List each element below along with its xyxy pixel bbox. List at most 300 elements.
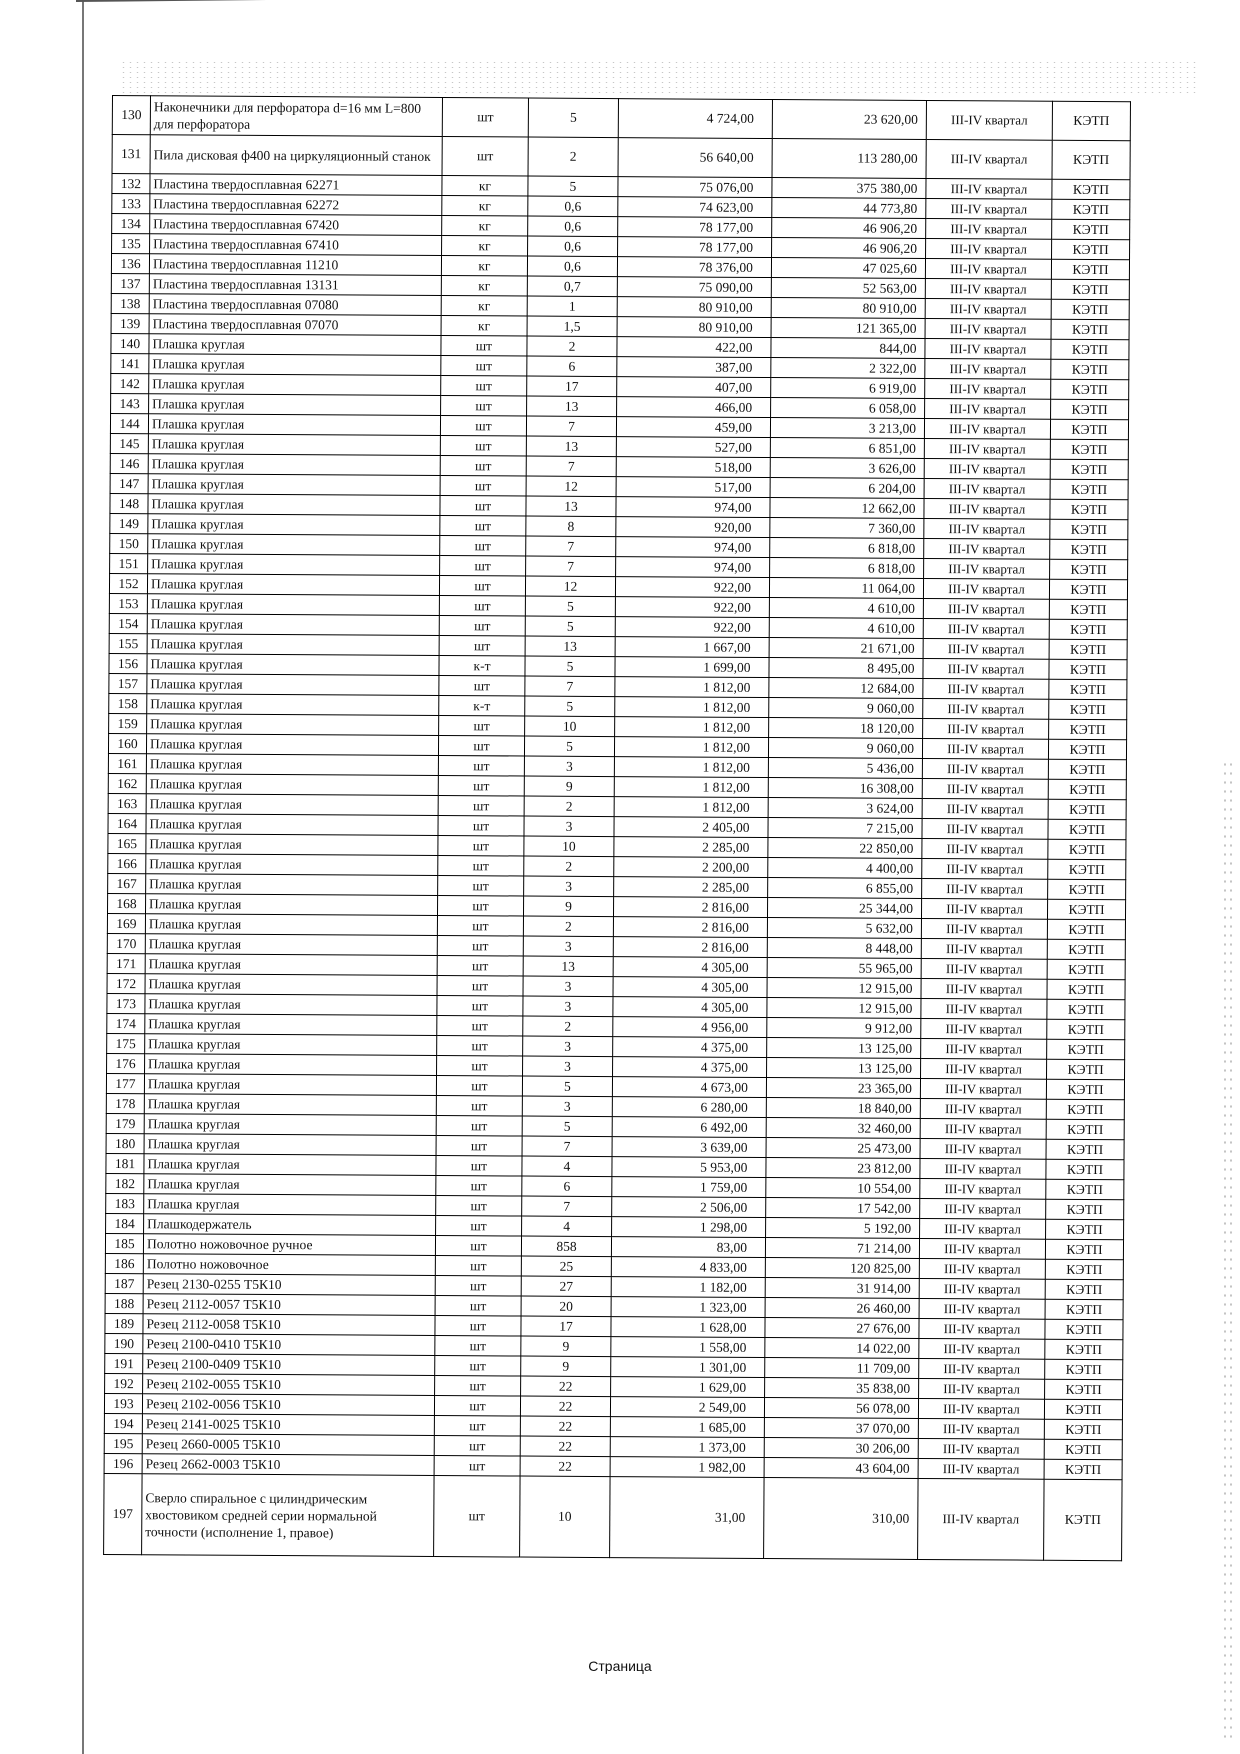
total-amount-cell: 113 280,00 [772,139,926,179]
unit-cell: шт [436,1215,522,1236]
item-name-cell: Резец 2100-0410 Т5К10 [143,1334,435,1356]
unit-price-cell: 80 910,00 [617,317,771,338]
organization-cell: КЭТП [1048,739,1126,759]
unit-cell: шт [437,1036,523,1057]
unit-cell: шт [434,1475,520,1557]
total-amount-cell: 21 671,00 [769,638,923,659]
quantity-cell: 17 [521,1316,611,1337]
row-number-cell: 194 [104,1413,142,1433]
organization-cell: КЭТП [1051,359,1129,379]
unit-cell: шт [437,1056,523,1077]
unit-price-cell: 1 812,00 [615,697,769,718]
delivery-period-cell: III-IV квартал [920,1218,1046,1239]
unit-cell: шт [441,336,527,357]
row-number-cell: 189 [105,1313,143,1333]
quantity-cell: 20 [521,1296,611,1317]
total-amount-cell: 46 906,20 [772,218,926,239]
unit-price-cell: 78 376,00 [617,257,771,278]
organization-cell: КЭТП [1051,379,1129,399]
unit-cell: шт [436,1135,522,1156]
organization-cell: КЭТП [1051,299,1129,319]
delivery-period-cell: III-IV квартал [923,658,1049,679]
total-amount-cell: 5 192,00 [766,1218,920,1239]
unit-price-cell: 4 833,00 [611,1257,765,1278]
unit-price-cell: 922,00 [615,617,769,638]
total-amount-cell: 25 473,00 [766,1138,920,1159]
quantity-cell: 9 [523,896,613,917]
delivery-period-cell: III-IV квартал [925,278,1051,299]
total-amount-cell: 18 120,00 [769,718,923,739]
quantity-cell: 3 [522,1096,612,1117]
row-number-cell: 148 [110,493,148,513]
unit-cell: шт [435,1295,521,1316]
item-name-cell: Плашка круглая [148,454,440,476]
unit-cell: шт [440,536,526,557]
quantity-cell: 3 [523,1056,613,1077]
unit-cell: кг [441,296,527,317]
quantity-cell: 0,6 [528,236,618,257]
unit-price-cell: 6 492,00 [612,1117,766,1138]
organization-cell: КЭТП [1045,1339,1123,1359]
total-amount-cell: 6 818,00 [770,538,924,559]
row-number-cell: 184 [106,1213,144,1233]
item-name-cell: Плашка круглая [146,874,438,896]
delivery-period-cell: III-IV квартал [922,738,1048,759]
delivery-period-cell: III-IV квартал [922,778,1048,799]
unit-price-cell: 2 816,00 [613,937,767,958]
total-amount-cell: 22 850,00 [768,838,922,859]
quantity-cell: 9 [521,1356,611,1377]
organization-cell: КЭТП [1049,619,1127,639]
item-name-cell: Полотно ножовочное [143,1254,435,1276]
organization-cell: КЭТП [1047,1019,1125,1039]
quantity-cell: 22 [520,1396,610,1417]
organization-cell: КЭТП [1046,1139,1124,1159]
organization-cell: КЭТП [1049,719,1127,739]
total-amount-cell: 10 554,00 [766,1178,920,1199]
unit-cell: шт [438,876,524,897]
quantity-cell: 7 [526,456,616,477]
organization-cell: КЭТП [1046,1159,1124,1179]
unit-price-cell: 422,00 [617,337,771,358]
total-amount-cell: 5 436,00 [768,758,922,779]
organization-cell: КЭТП [1048,759,1126,779]
unit-cell: шт [442,98,528,138]
row-number-cell: 152 [109,573,147,593]
quantity-cell: 2 [528,137,618,177]
organization-cell: КЭТП [1047,1059,1125,1079]
total-amount-cell: 23 620,00 [772,100,926,140]
organization-cell: КЭТП [1052,101,1130,140]
total-amount-cell: 35 838,00 [765,1378,919,1399]
organization-cell: КЭТП [1047,1039,1125,1059]
item-name-cell: Плашка круглая [144,1174,436,1196]
quantity-cell: 3 [524,756,614,777]
quantity-cell: 8 [526,516,616,537]
total-amount-cell: 9 912,00 [767,1018,921,1039]
unit-price-cell: 922,00 [615,577,769,598]
delivery-period-cell: III-IV квартал [924,458,1050,479]
row-number-cell: 179 [106,1113,144,1133]
unit-price-cell: 2 549,00 [610,1397,764,1418]
quantity-cell: 7 [525,676,615,697]
row-number-cell: 156 [109,653,147,673]
delivery-period-cell: III-IV квартал [923,678,1049,699]
delivery-period-cell: III-IV квартал [922,818,1048,839]
total-amount-cell: 6 204,00 [770,478,924,499]
unit-price-cell: 1 982,00 [610,1457,764,1478]
item-name-cell: Плашка круглая [145,894,437,916]
unit-cell: шт [437,976,523,997]
organization-cell: КЭТП [1047,919,1125,939]
total-amount-cell: 7 215,00 [768,818,922,839]
organization-cell: КЭТП [1052,239,1130,259]
row-number-cell: 137 [111,273,149,293]
table-row [112,96,1130,141]
delivery-period-cell: III-IV квартал [925,398,1051,419]
delivery-period-cell: III-IV квартал [918,1398,1044,1419]
unit-price-cell: 4 305,00 [613,997,767,1018]
total-amount-cell: 11 064,00 [769,578,923,599]
row-number-cell: 182 [106,1173,144,1193]
organization-cell: КЭТП [1047,979,1125,999]
organization-cell: КЭТП [1048,879,1126,899]
total-amount-cell: 80 910,00 [771,298,925,319]
item-name-cell: Плашка круглая [148,494,440,516]
delivery-period-cell: III-IV квартал [922,858,1048,879]
item-name-cell: Пластина твердосплавная 62272 [150,194,442,216]
unit-price-cell: 1 812,00 [615,717,769,738]
unit-cell: шт [442,137,528,177]
unit-cell: шт [438,816,524,837]
total-amount-cell: 46 906,20 [772,238,926,259]
unit-price-cell: 4 305,00 [613,957,767,978]
total-amount-cell: 11 709,00 [765,1358,919,1379]
row-number-cell: 147 [110,473,148,493]
delivery-period-cell: III-IV квартал [919,1318,1045,1339]
unit-cell: шт [439,596,525,617]
delivery-period-cell: III-IV квартал [924,478,1050,499]
item-name-cell: Плашка круглая [149,334,441,356]
item-name-cell: Плашка круглая [146,814,438,836]
quantity-cell: 5 [522,1116,612,1137]
unit-cell: шт [441,376,527,397]
item-name-cell: Наконечники для перфоратора d=16 мм L=800 для перфоратора [150,96,442,137]
item-name-cell: Плашкодержатель [144,1214,436,1236]
unit-price-cell: 4 305,00 [613,977,767,998]
quantity-cell: 5 [528,98,618,138]
unit-price-cell: 80 910,00 [617,297,771,318]
quantity-cell: 7 [522,1196,612,1217]
item-name-cell: Резец 2660-0005 Т5К10 [142,1434,434,1456]
unit-price-cell: 1 558,00 [611,1337,765,1358]
item-name-cell: Пила дисковая ф400 на циркуляционный станок [150,135,442,176]
quantity-cell: 858 [521,1236,611,1257]
unit-price-cell: 5 953,00 [612,1157,766,1178]
row-number-cell: 190 [105,1333,143,1353]
unit-cell: шт [436,1115,522,1136]
unit-cell: шт [434,1415,520,1436]
row-number-cell: 185 [105,1233,143,1253]
item-name-cell: Полотно ножовочное ручное [143,1234,435,1256]
unit-price-cell: 2 285,00 [614,837,768,858]
unit-price-cell: 2 285,00 [614,877,768,898]
delivery-period-cell: III-IV квартал [926,100,1052,140]
row-number-cell: 181 [106,1153,144,1173]
total-amount-cell: 4 610,00 [769,618,923,639]
row-number-cell: 151 [110,553,148,573]
organization-cell: КЭТП [1050,459,1128,479]
delivery-period-cell: III-IV квартал [921,958,1047,979]
item-name-cell: Сверло спиральное с цилиндрическим хвостовиком средней серии нормальной точности (исполнение 1, правое) [142,1474,434,1557]
unit-price-cell: 78 177,00 [618,217,772,238]
delivery-period-cell: III-IV квартал [919,1278,1045,1299]
row-number-cell: 180 [106,1133,144,1153]
quantity-cell: 5 [525,616,615,637]
row-number-cell: 149 [110,513,148,533]
quantity-cell: 4 [522,1156,612,1177]
row-number-cell: 187 [105,1273,143,1293]
unit-cell: шт [436,1175,522,1196]
item-name-cell: Плашка круглая [148,434,440,456]
organization-cell: КЭТП [1047,939,1125,959]
scan-edge-dots [1222,760,1232,1740]
item-name-cell: Плашка круглая [148,534,440,556]
row-number-cell: 160 [108,733,146,753]
quantity-cell: 10 [525,716,615,737]
row-number-cell: 170 [107,933,145,953]
unit-price-cell: 1 812,00 [614,757,768,778]
item-name-cell: Плашка круглая [144,1074,436,1096]
quantity-cell: 0,6 [527,256,617,277]
item-name-cell: Резец 2100-0409 Т5К10 [143,1354,435,1376]
total-amount-cell: 8 448,00 [767,938,921,959]
total-amount-cell: 44 773,80 [772,198,926,219]
row-number-cell: 146 [110,453,148,473]
item-name-cell: Плашка круглая [145,954,437,976]
unit-price-cell: 920,00 [616,517,770,538]
row-number-cell: 169 [107,913,145,933]
quantity-cell: 0,6 [528,196,618,217]
quantity-cell: 10 [520,1476,610,1558]
row-number-cell: 183 [106,1193,144,1213]
scan-left-edge [82,0,84,1754]
unit-price-cell: 459,00 [616,417,770,438]
unit-cell: шт [434,1395,520,1416]
unit-price-cell: 2 816,00 [613,917,767,938]
total-amount-cell: 26 460,00 [765,1298,919,1319]
organization-cell: КЭТП [1044,1459,1122,1479]
delivery-period-cell: III-IV квартал [926,178,1052,199]
unit-cell: шт [435,1315,521,1336]
unit-cell: шт [440,456,526,477]
delivery-period-cell: III-IV квартал [919,1338,1045,1359]
unit-price-cell: 1 628,00 [611,1317,765,1338]
organization-cell: КЭТП [1049,659,1127,679]
unit-price-cell: 1 373,00 [610,1437,764,1458]
total-amount-cell: 12 662,00 [770,498,924,519]
unit-cell: шт [438,796,524,817]
unit-cell: шт [436,1096,522,1117]
row-number-cell: 193 [104,1393,142,1413]
delivery-period-cell: III-IV квартал [921,978,1047,999]
delivery-period-cell: III-IV квартал [921,1018,1047,1039]
total-amount-cell: 13 125,00 [767,1058,921,1079]
organization-cell: КЭТП [1046,1079,1124,1099]
total-amount-cell: 55 965,00 [767,958,921,979]
row-number-cell: 166 [108,853,146,873]
total-amount-cell: 18 840,00 [766,1098,920,1119]
organization-cell: КЭТП [1052,140,1130,179]
item-name-cell: Плашка круглая [147,574,439,596]
unit-price-cell: 75 090,00 [617,277,771,298]
organization-cell: КЭТП [1048,819,1126,839]
quantity-cell: 22 [521,1376,611,1397]
organization-cell: КЭТП [1052,199,1130,219]
delivery-period-cell: III-IV квартал [924,518,1050,539]
delivery-period-cell: III-IV квартал [923,718,1049,739]
total-amount-cell: 13 125,00 [767,1038,921,1059]
delivery-period-cell: III-IV квартал [925,258,1051,279]
delivery-period-cell: III-IV квартал [918,1478,1044,1560]
delivery-period-cell: III-IV квартал [921,918,1047,939]
total-amount-cell: 4 400,00 [768,858,922,879]
row-number-cell: 135 [112,234,150,254]
organization-cell: КЭТП [1049,579,1127,599]
unit-cell: шт [437,936,523,957]
item-name-cell: Плашка круглая [145,1034,437,1056]
unit-price-cell: 4 375,00 [613,1057,767,1078]
quantity-cell: 3 [523,1036,613,1057]
quantity-cell: 5 [522,1076,612,1097]
row-number-cell: 178 [106,1093,144,1113]
item-name-cell: Плашка круглая [144,1134,436,1156]
row-number-cell: 186 [105,1253,143,1273]
row-number-cell: 195 [104,1433,142,1453]
item-name-cell: Плашка круглая [147,714,439,736]
unit-cell: шт [434,1455,520,1476]
total-amount-cell: 30 206,00 [764,1438,918,1459]
unit-cell: шт [441,396,527,417]
row-number-cell: 173 [107,993,145,1013]
delivery-period-cell: III-IV квартал [919,1378,1045,1399]
organization-cell: КЭТП [1051,319,1129,339]
total-amount-cell: 56 078,00 [764,1398,918,1419]
delivery-period-cell: III-IV квартал [919,1298,1045,1319]
item-name-cell: Пластина твердосплавная 67410 [150,234,442,256]
quantity-cell: 6 [527,356,617,377]
unit-cell: шт [439,716,525,737]
organization-cell: КЭТП [1049,639,1127,659]
quantity-cell: 13 [527,396,617,417]
total-amount-cell: 12 915,00 [767,978,921,999]
organization-cell: КЭТП [1045,1379,1123,1399]
unit-price-cell: 1 759,00 [612,1177,766,1198]
delivery-period-cell: III-IV квартал [925,358,1051,379]
total-amount-cell: 23 365,00 [766,1078,920,1099]
unit-price-cell: 2 506,00 [612,1197,766,1218]
organization-cell: КЭТП [1051,399,1129,419]
item-name-cell: Пластина твердосплавная 13131 [149,274,441,296]
organization-cell: КЭТП [1045,1319,1123,1339]
quantity-cell: 2 [524,796,614,817]
row-number-cell: 161 [108,753,146,773]
total-amount-cell: 6 818,00 [770,558,924,579]
quantity-cell: 1,5 [527,316,617,337]
unit-cell: шт [437,1016,523,1037]
total-amount-cell: 12 915,00 [767,998,921,1019]
item-name-cell: Плашка круглая [147,674,439,696]
organization-cell: КЭТП [1049,679,1127,699]
row-number-cell: 171 [107,953,145,973]
delivery-period-cell: III-IV квартал [921,938,1047,959]
organization-cell: КЭТП [1047,899,1125,919]
unit-price-cell: 466,00 [617,397,771,418]
row-number-cell: 143 [111,393,149,413]
row-number-cell: 131 [112,135,150,174]
organization-cell: КЭТП [1046,1119,1124,1139]
quantity-cell: 2 [523,916,613,937]
unit-price-cell: 1 699,00 [615,657,769,678]
row-number-cell: 144 [110,413,148,433]
quantity-cell: 3 [524,876,614,897]
delivery-period-cell: III-IV квартал [925,378,1051,399]
organization-cell: КЭТП [1046,1099,1124,1119]
organization-cell: КЭТП [1044,1439,1122,1459]
row-number-cell: 150 [110,533,148,553]
item-name-cell: Пластина твердосплавная 62271 [150,174,442,196]
table-row [112,135,1130,180]
item-name-cell: Плашка круглая [144,1154,436,1176]
total-amount-cell: 47 025,60 [771,258,925,279]
unit-cell: кг [442,216,528,237]
item-name-cell: Пластина твердосплавная 07080 [149,294,441,316]
row-number-cell: 191 [105,1353,143,1373]
total-amount-cell: 9 060,00 [768,738,922,759]
total-amount-cell: 8 495,00 [769,658,923,679]
item-name-cell: Плашка круглая [148,414,440,436]
procurement-table [103,95,1131,1561]
total-amount-cell: 844,00 [771,338,925,359]
organization-cell: КЭТП [1050,519,1128,539]
quantity-cell: 2 [524,856,614,877]
unit-cell: шт [439,676,525,697]
organization-cell: КЭТП [1048,859,1126,879]
total-amount-cell: 120 825,00 [765,1258,919,1279]
unit-price-cell: 4 375,00 [613,1037,767,1058]
delivery-period-cell: III-IV квартал [920,1178,1046,1199]
row-number-cell: 153 [109,593,147,613]
item-name-cell: Плашка круглая [145,1014,437,1036]
item-name-cell: Пластина твердосплавная 67420 [150,214,442,236]
unit-price-cell: 1 812,00 [614,797,768,818]
delivery-period-cell: III-IV квартал [921,898,1047,919]
item-name-cell: Плашка круглая [144,1094,436,1116]
row-number-cell: 133 [112,194,150,214]
unit-cell: шт [435,1255,521,1276]
unit-cell: шт [434,1435,520,1456]
table-row [104,1473,1122,1560]
unit-cell: шт [440,556,526,577]
item-name-cell: Плашка круглая [147,694,439,716]
delivery-period-cell: III-IV квартал [920,1098,1046,1119]
delivery-period-cell: III-IV квартал [924,538,1050,559]
delivery-period-cell: III-IV квартал [923,598,1049,619]
row-number-cell: 197 [104,1473,142,1554]
row-number-cell: 177 [106,1073,144,1093]
delivery-period-cell: III-IV квартал [926,218,1052,239]
unit-price-cell: 78 177,00 [618,237,772,258]
